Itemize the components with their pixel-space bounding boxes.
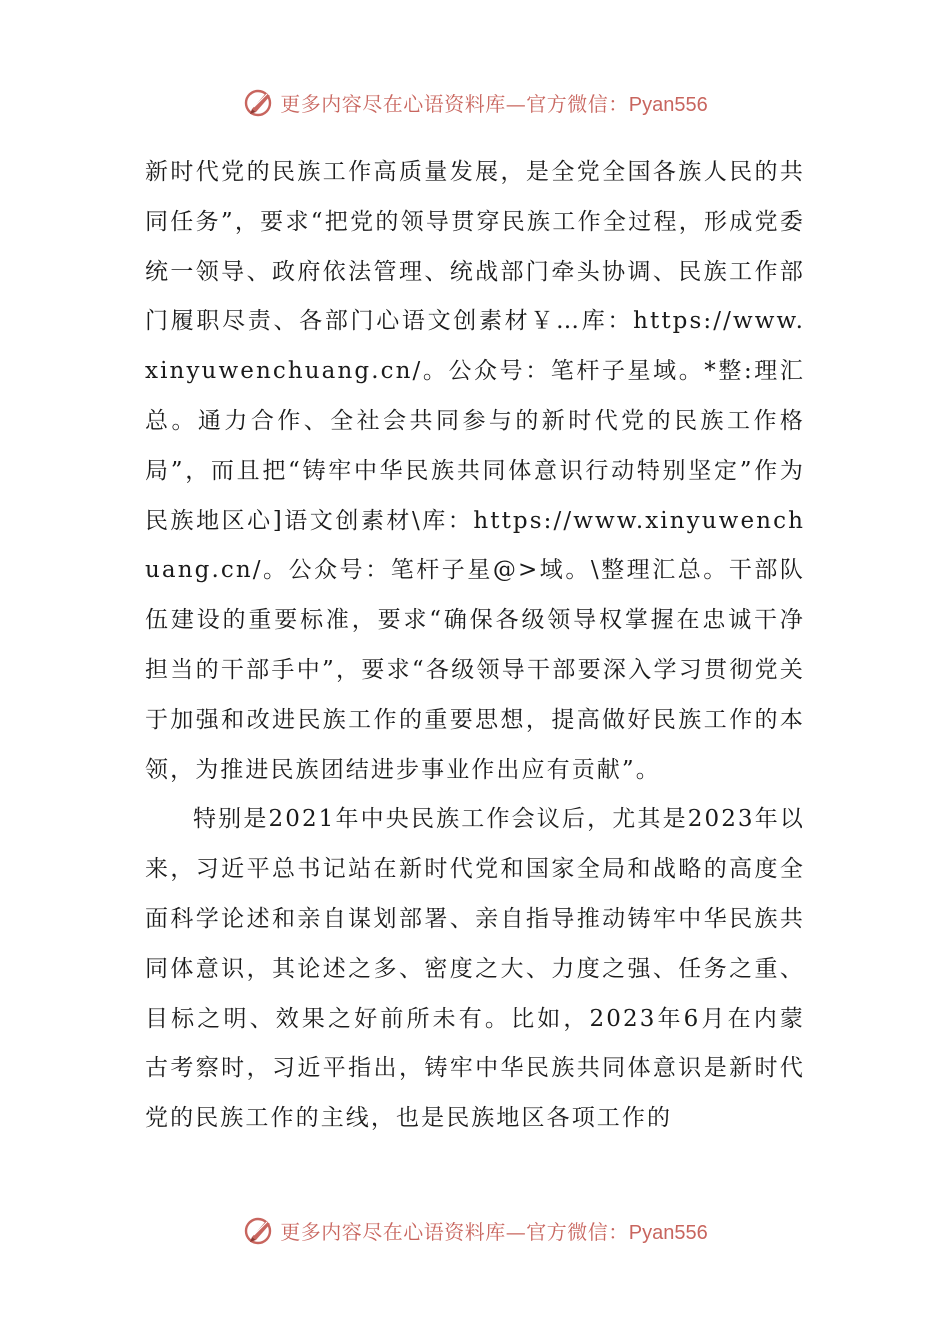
header-banner <box>0 82 950 122</box>
header-banner-text: 更多内容尽在心语资料库—官方微信：Pyan556 <box>280 91 708 116</box>
paragraph-1: 新时代党的民族工作高质量发展，是全党全国各族人民的共同任务”，要求“把党的领导贯穿民族工作全过程，形成党委统一领导、政府依法管理、统战部门牵头协调、民族工作部门履职尽责、各部门心语文创素材￥…库：https://www.xinyuwenchuang.cn/。公众号：笔杆子星域。*整:理汇总。通力合作、全社会共同参与的新时代党的民族工作格局”，而且把“铸牢中华民族共同体意识行动特别坚定”作为民族地区心]语文创素材\库：https://www.xinyuwenchuang.cn/。公众号：笔杆子星@>域。\整理汇总。干部队伍建设的重要标准，要求“确保各级领导权掌握在忠诚干净担当的干部手中”，要求“各级领导干部要深入学习贯彻党关于加强和改进民族工作的重要思想，提高做好民族工作的本领，为推进民族团结进步事业作出应有贡献”。 <box>145 159 805 783</box>
pen-logo-icon <box>242 85 276 119</box>
pen-logo-icon <box>242 1213 276 1247</box>
document-body <box>145 148 805 1144</box>
footer-banner-text: 更多内容尽在心语资料库—官方微信：Pyan556 <box>280 1219 708 1244</box>
footer-wechat-id: Pyan556 <box>628 1221 708 1244</box>
paragraph-2: 特别是2021年中央民族工作会议后，尤其是2023年以来，习近平总书记站在新时代党和国家全局和战略的高度全面科学论述和亲自谋划部署、亲自指导推动铸牢中华民族共同体意识，其论述之多、密度之大、力度之强、任务之重、目标之明、效果之好前所未有。比如，2023年6月在内蒙古考察时，习近平指出，铸牢中华民族共同体意识是新时代党的民族工作的主线，也是民族地区各项工作的 <box>145 806 805 1132</box>
header-wechat-id: Pyan556 <box>628 93 708 116</box>
footer-banner <box>0 1210 950 1250</box>
